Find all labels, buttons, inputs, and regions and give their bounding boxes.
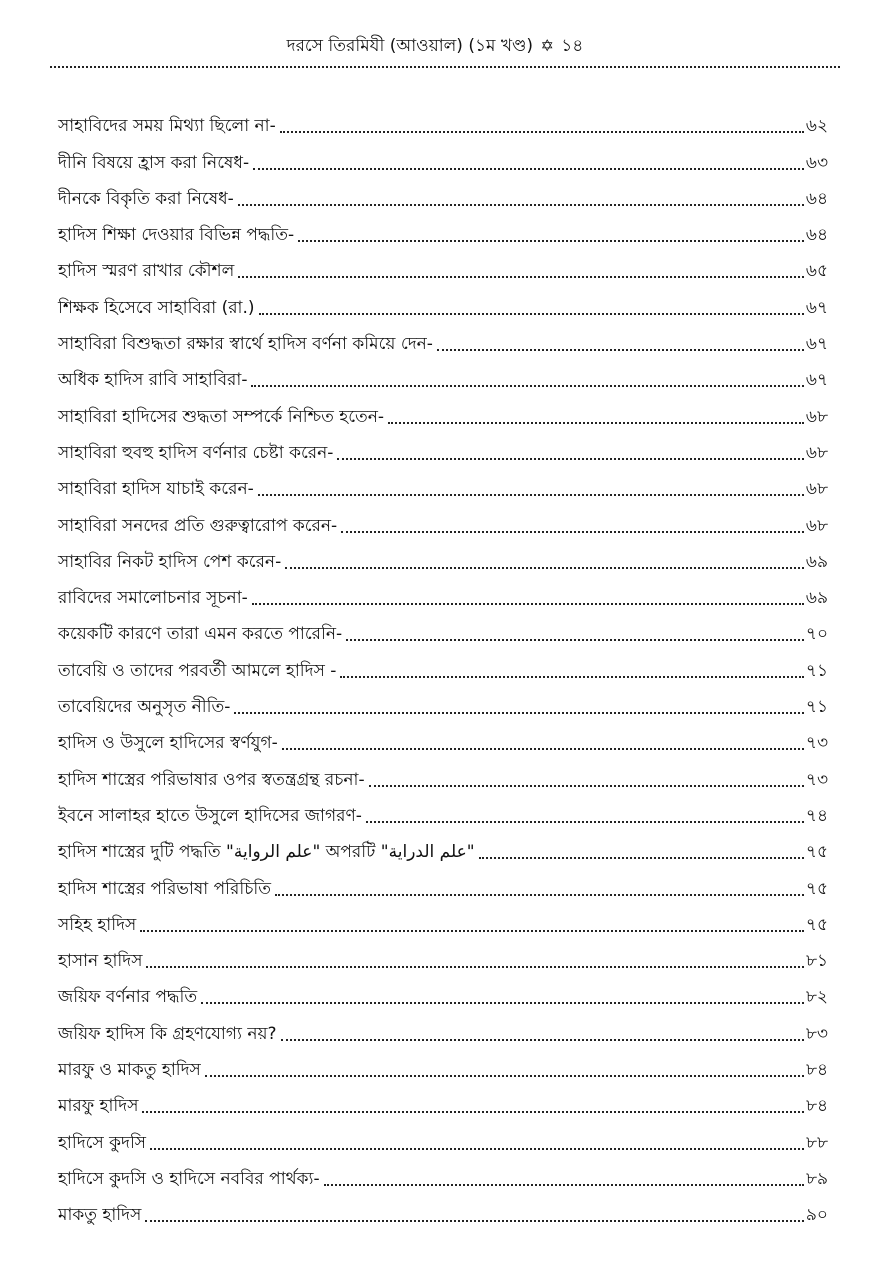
dot-leader: [201, 1002, 804, 1004]
book-title: দরসে তিরমিযী (আওয়াল) (১ম খণ্ড): [286, 36, 534, 56]
toc-entry-title: হাদিস স্মরণ রাখার কৌশল: [58, 261, 235, 282]
toc-entry-title: ইবনে সালাহর হাতে উসুলে হাদিসের জাগরণ-: [58, 805, 362, 826]
dot-leader: [145, 1220, 804, 1222]
dot-leader: [346, 639, 804, 641]
dot-leader: [259, 313, 804, 315]
toc-row: [58, 283, 828, 319]
toc-entry-page: ৬৯: [805, 588, 828, 609]
toc-row: [58, 610, 828, 646]
dot-leader: [298, 240, 804, 242]
toc-entry-page: ৭১: [805, 697, 828, 718]
toc-entry-page: ৬৮: [805, 406, 828, 427]
toc-entry-page: ৬৪: [805, 188, 828, 209]
dot-leader: [142, 1111, 804, 1113]
toc-row: [58, 102, 828, 138]
dot-leader: [437, 349, 804, 351]
toc-entry-title: হাদিসে কুদসি: [58, 1132, 147, 1153]
toc-entry-page: ৮৩: [805, 1023, 828, 1044]
toc-entry-page: ৭৫: [805, 878, 828, 899]
toc-entry-title: হাদিস শাস্ত্রের পরিভাষার ওপর স্বতন্ত্রগ্রন্থ রচনা-: [58, 769, 365, 790]
toc-entry-title: সহিহ হাদিস: [58, 914, 137, 935]
toc-entry-page: ৮৯: [805, 1168, 828, 1189]
toc-entry-page: ৬২: [805, 116, 828, 137]
toc-entry-title: জয়িফ হাদিস কি গ্রহণযোগ্য নয়?: [58, 1023, 277, 1044]
toc-row: [58, 792, 828, 828]
toc-entry-page: ৭৩: [805, 733, 828, 754]
dot-leader: [253, 168, 804, 170]
dot-leader: [366, 821, 804, 823]
toc-entry-title: দীনকে বিকৃতি করা নিষেধ-: [58, 188, 234, 209]
toc-row: [58, 211, 828, 247]
dot-leader: [388, 422, 804, 424]
toc-entry-title: হাদিস ও উসুলে হাদিসের স্বর্ণযুগ-: [58, 733, 278, 754]
toc-entry-title: হাদিস শাস্ত্রের পরিভাষা পরিচিতি: [58, 878, 272, 899]
toc-entry-title: তাবেয়ি ও তাদের পরবর্তী আমলে হাদিস -: [58, 660, 337, 681]
toc-entry-page: ৮১: [805, 951, 828, 972]
dot-leader: [238, 204, 804, 206]
toc-entry-title: রাবিদের সমালোচনার সূচনা-: [58, 588, 248, 609]
toc-entry-title: সাহাবির নিকট হাদিস পেশ করেন-: [58, 551, 282, 572]
toc-entry-page: ৬৭: [805, 334, 828, 355]
toc-row: [58, 1191, 828, 1227]
toc-row: [58, 392, 828, 428]
toc-row: [58, 937, 828, 973]
toc-entry-page: ৬৯: [805, 551, 828, 572]
toc-row: [58, 501, 828, 537]
toc-entry-page: ৭৪: [805, 805, 828, 826]
dot-leader: [285, 567, 804, 569]
toc-entry-page: ৭০: [805, 624, 828, 645]
toc-row: [58, 864, 828, 900]
toc-row: [58, 247, 828, 283]
toc-entry-title: অধিক হাদিস রাবি সাহাবিরা-: [58, 370, 248, 391]
toc-entry-title: সাহাবিরা হাদিসের শুদ্ধতা সম্পর্কে নিশ্চিত হতেন-: [58, 406, 385, 427]
toc-row: [58, 901, 828, 937]
dot-leader: [275, 894, 804, 896]
running-header: [0, 34, 870, 58]
dot-leader: [146, 966, 803, 968]
toc-entry-title: সাহাবিরা হাদিস যাচাই করেন-: [58, 479, 254, 500]
table-of-contents: [58, 102, 828, 1227]
toc-entry-title: শিক্ষক হিসেবে সাহাবিরা (রা.): [58, 297, 255, 318]
toc-entry-title: মারফু ও মাকতু হাদিস: [58, 1060, 201, 1081]
toc-row: [58, 356, 828, 392]
toc-row: [58, 138, 828, 174]
toc-entry-title: জয়িফ বর্ণনার পদ্ধতি: [58, 987, 198, 1008]
toc-entry-page: ৬৮: [805, 442, 828, 463]
toc-row: [58, 538, 828, 574]
dot-leader: [324, 1184, 804, 1186]
dot-leader: [234, 712, 804, 714]
toc-entry-title: সাহাবিরা বিশুদ্ধতা রক্ষার স্বার্থে হাদিস বর্ণনা কমিয়ে দেন-: [58, 334, 433, 355]
toc-entry-page: ৭৩: [805, 769, 828, 790]
dot-leader: [150, 1148, 804, 1150]
toc-entry-page: ৬৪: [805, 225, 828, 246]
toc-entry-page: ৬৭: [805, 297, 828, 318]
dot-leader: [479, 857, 804, 859]
toc-row: [58, 719, 828, 755]
dot-leader: [251, 385, 803, 387]
toc-entry-title: কয়েকটি কারণে তারা এমন করতে পারেনি-: [58, 624, 343, 645]
toc-entry-title: দীনি বিষয়ে হ্রাস করা নিষেধ-: [58, 152, 250, 173]
toc-row: [58, 755, 828, 791]
toc-row: [58, 1009, 828, 1045]
header-divider: [50, 66, 840, 68]
toc-entry-page: ৬৫: [805, 261, 828, 282]
toc-entry-title: হাসান হাদিস: [58, 951, 143, 972]
dot-leader: [337, 458, 803, 460]
toc-row: [58, 828, 828, 864]
toc-entry-title: হাদিস শিক্ষা দেওয়ার বিভিন্ন পদ্ধতি-: [58, 225, 295, 246]
dot-leader: [341, 531, 804, 533]
toc-entry-page: ৮২: [805, 987, 828, 1008]
toc-row: [58, 320, 828, 356]
toc-row: [58, 1082, 828, 1118]
dot-leader: [140, 930, 804, 932]
toc-entry-page: ৭৫: [805, 914, 828, 935]
star-of-david-icon: ✡: [540, 36, 554, 55]
toc-entry-page: ৯০: [805, 1205, 828, 1226]
toc-entry-title: মারফু হাদিস: [58, 1096, 139, 1117]
toc-entry-page: ৬৮: [805, 479, 828, 500]
dot-leader: [281, 1039, 804, 1041]
dot-leader: [205, 1075, 804, 1077]
dot-leader: [238, 276, 804, 278]
toc-row: [58, 1155, 828, 1191]
toc-row: [58, 646, 828, 682]
dot-leader: [280, 131, 804, 133]
toc-entry-title: হাদিসে কুদসি ও হাদিসে নববির পার্থক্য-: [58, 1168, 320, 1189]
toc-row: [58, 973, 828, 1009]
toc-entry-page: ৮৪: [805, 1060, 828, 1081]
dot-leader: [282, 748, 804, 750]
toc-entry-page: ৬৮: [805, 515, 828, 536]
toc-row: [58, 175, 828, 211]
toc-entry-page: ৮৪: [805, 1096, 828, 1117]
toc-entry-page: ৬৩: [805, 152, 828, 173]
toc-row: [58, 683, 828, 719]
dot-leader: [340, 676, 804, 678]
toc-entry-title: সাহাবিদের সময় মিথ্যা ছিলো না-: [58, 116, 276, 137]
toc-entry-page: ৬৭: [805, 370, 828, 391]
toc-entry-page: ৮৮: [805, 1132, 828, 1153]
toc-entry-title: তাবেয়িদের অনুসৃত নীতি-: [58, 697, 231, 718]
toc-entry-title: হাদিস শাস্ত্রের দুটি পদ্ধতি "علم الرواية" অপরটি "علم الدراية": [58, 842, 475, 863]
toc-entry-title: সাহাবিরা সনদের প্রতি গুরুত্বারোপ করেন-: [58, 515, 338, 536]
toc-entry-page: ৭১: [805, 660, 828, 681]
toc-row: [58, 1118, 828, 1154]
dot-leader: [369, 785, 804, 787]
toc-row: [58, 465, 828, 501]
toc-row: [58, 574, 828, 610]
toc-row: [58, 429, 828, 465]
toc-entry-page: ৭৫: [805, 842, 828, 863]
header-page-number: ১৪: [561, 36, 584, 56]
toc-entry-title: সাহাবিরা হুবহু হাদিস বর্ণনার চেষ্টা করেন-: [58, 442, 334, 463]
dot-leader: [258, 494, 804, 496]
dot-leader: [252, 603, 804, 605]
toc-entry-title: মাকতু হাদিস: [58, 1205, 142, 1226]
toc-row: [58, 1046, 828, 1082]
